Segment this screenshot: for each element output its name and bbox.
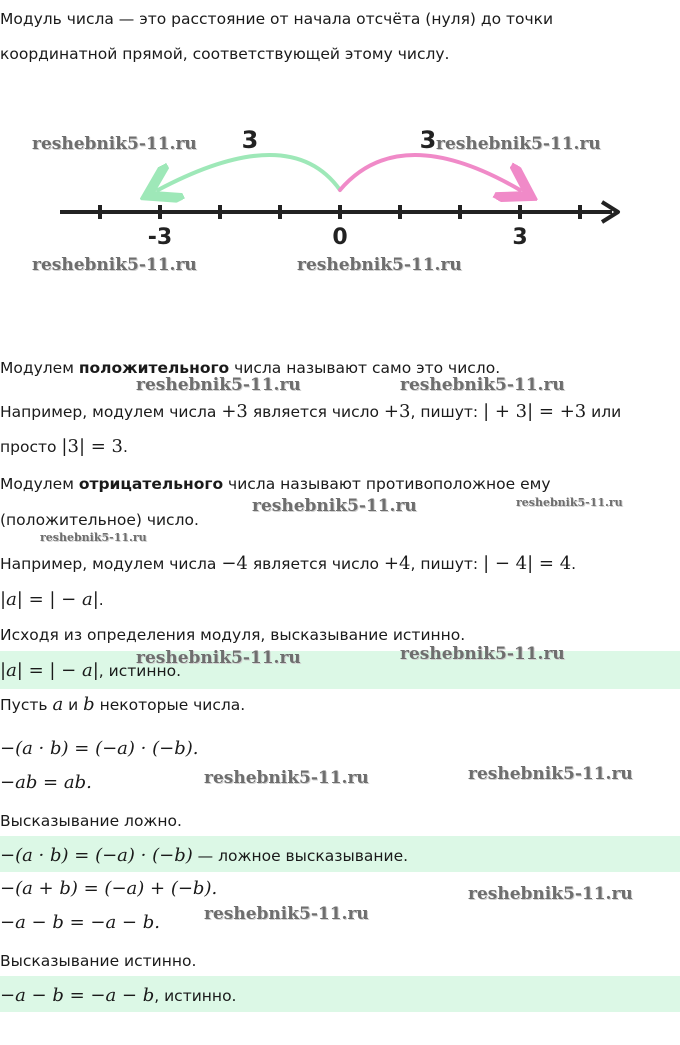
number-line-figure <box>0 110 680 260</box>
watermark: reshebnik5-11.ru <box>436 134 601 154</box>
arc-right-label: 3 <box>419 126 437 154</box>
equation-3: −(a + b) = (−a) + (−b). <box>0 878 218 899</box>
watermark: reshebnik5-11.ru <box>516 496 623 509</box>
equation-2: −ab = ab. <box>0 772 92 793</box>
negative-definition-line2: (положительное) число. <box>0 511 199 529</box>
watermark: reshebnik5-11.ru <box>468 884 633 904</box>
true-verdict: Высказывание истинно. <box>0 952 197 970</box>
watermark: reshebnik5-11.ru <box>297 255 462 275</box>
watermark: reshebnik5-11.ru <box>252 496 417 516</box>
result-1: |a| = | − a|, истинно. <box>0 660 182 681</box>
tick-label-0: 0 <box>332 225 348 250</box>
arc-left-arrow <box>158 155 340 190</box>
tick-label-3: 3 <box>512 225 528 250</box>
watermark: reshebnik5-11.ru <box>136 648 301 668</box>
tick-label-minus-3: -3 <box>147 225 173 250</box>
negative-definition: Модулем отрицательного числа называют противоположное ему <box>0 475 551 493</box>
arc-left-label: 3 <box>241 126 259 154</box>
conclusion-1: Исходя из определения модуля, высказывание истинно. <box>0 626 466 644</box>
watermark: reshebnik5-11.ru <box>136 375 301 395</box>
watermark: reshebnik5-11.ru <box>204 768 369 788</box>
watermark: reshebnik5-11.ru <box>468 764 633 784</box>
watermark: reshebnik5-11.ru <box>40 531 147 544</box>
bold-term-positive: положительного <box>78 359 230 377</box>
equation-1: −(a · b) = (−a) · (−b). <box>0 738 199 759</box>
example-negative: Например, модулем числа −4 является число +4, пишут: | − 4| = 4. <box>0 553 577 574</box>
watermark: reshebnik5-11.ru <box>32 255 197 275</box>
result-2: −(a · b) = (−a) · (−b) — ложное высказывание. <box>0 845 409 866</box>
bold-term-negative: отрицательного <box>78 475 224 493</box>
intro-line-2: координатной прямой, соответствующей этому числу. <box>0 45 450 63</box>
arc-right-arrow <box>340 155 520 190</box>
watermark: reshebnik5-11.ru <box>400 375 565 395</box>
watermark: reshebnik5-11.ru <box>400 644 565 664</box>
positive-definition: Модулем положительного числа называют само это число. <box>0 359 501 377</box>
example-positive-cont: просто |3| = 3. <box>0 436 128 457</box>
statement: |a| = | − a|. <box>0 589 104 610</box>
let-numbers: Пусть a и b некоторые числа. <box>0 694 246 715</box>
intro-line-1: Модуль числа — это расстояние от начала отсчёта (нуля) до точки <box>0 10 554 28</box>
false-verdict: Высказывание ложно. <box>0 812 182 830</box>
example-positive: Например, модулем числа +3 является число +3, пишут: | + 3| = +3 или <box>0 401 622 422</box>
equation-4: −a − b = −a − b. <box>0 912 160 933</box>
result-3: −a − b = −a − b, истинно. <box>0 985 237 1006</box>
watermark: reshebnik5-11.ru <box>204 904 369 924</box>
watermark: reshebnik5-11.ru <box>32 134 197 154</box>
